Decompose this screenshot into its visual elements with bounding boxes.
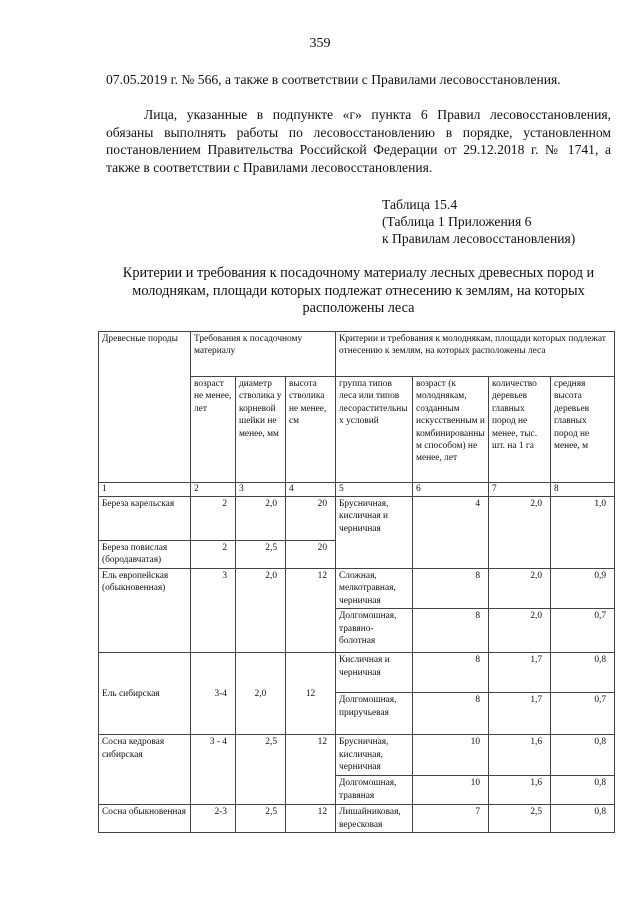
count-cell: 1,7 [489, 693, 551, 735]
young-age-cell: 10 [413, 735, 489, 776]
diameter-cell: 2,5 [236, 805, 286, 833]
young-age-cell: 8 [413, 693, 489, 735]
header-tree-count: количество деревьев главных пород не менее, тыс. шт. на 1 га [489, 377, 551, 483]
species-cell: Сосна обыкновенная [99, 805, 191, 833]
avg-height-cell: 0,8 [551, 805, 615, 833]
diameter-cell: 2,0 [236, 569, 286, 653]
index-row [99, 483, 615, 497]
avg-height-cell: 0,7 [551, 609, 615, 653]
paragraph-1: 07.05.2019 г. № 566, а также в соответствии с Правилами лесовосстановления. [106, 72, 561, 87]
index-cell: 6 [413, 483, 489, 497]
avg-height-cell: 1,0 [551, 497, 615, 569]
index-cell: 8 [551, 483, 615, 497]
age-cell: 3 [191, 569, 236, 653]
count-cell: 2,5 [489, 805, 551, 833]
count-cell: 2,0 [489, 569, 551, 609]
young-age-cell: 8 [413, 653, 489, 693]
height-cell: 12 [286, 805, 336, 833]
header-age: возраст не менее, лет [191, 377, 236, 483]
young-age-cell: 8 [413, 569, 489, 609]
table-row [99, 735, 615, 776]
forest-type-cell: Лишайниковая, вересковая [336, 805, 413, 833]
height-cell: 20 [286, 541, 336, 569]
diameter-cell: 2,5 [236, 735, 286, 805]
forest-type-cell: Кисличная и черничная [336, 653, 413, 693]
caption-line-1: Таблица 15.4 [382, 197, 458, 212]
count-cell: 2,0 [489, 497, 551, 569]
header-species: Древесные породы [99, 332, 191, 483]
age-cell: 2 [191, 497, 236, 541]
height-cell: 12 [286, 569, 336, 653]
index-cell: 3 [236, 483, 286, 497]
header-height: высота стволика не менее, см [286, 377, 336, 483]
young-age-cell: 10 [413, 776, 489, 805]
avg-height-cell: 0,8 [551, 735, 615, 776]
caption-line-3: к Правилам лесовосстановления) [382, 231, 576, 246]
species-cell: Береза повислая (бородавчатая) [99, 541, 191, 569]
header-young-age: возраст (к молоднякам, созданным искусственным и комбинированным способом) не менее, лет [413, 377, 489, 483]
index-cell: 1 [99, 483, 191, 497]
table-row [99, 497, 615, 541]
index-cell: 2 [191, 483, 236, 497]
count-cell: 1,7 [489, 653, 551, 693]
age-cell: 2-3 [191, 805, 236, 833]
count-cell: 1,6 [489, 776, 551, 805]
header-forest-type: группа типов леса или типов лесорастительных условий [336, 377, 413, 483]
table-row [99, 653, 615, 693]
criteria-table [98, 331, 615, 833]
height-cell: 12 [286, 653, 336, 735]
forest-type-cell: Сложная, мелкотравная, черничная [336, 569, 413, 609]
header-avg-height: средняя высота деревьев главных пород не менее, м [551, 377, 615, 483]
avg-height-cell: 0,7 [551, 693, 615, 735]
species-cell: Ель европейская (обыкновенная) [99, 569, 191, 653]
height-cell: 20 [286, 497, 336, 541]
table-row [99, 569, 615, 609]
page-number: 359 [309, 36, 331, 51]
table-row [99, 805, 615, 833]
caption-line-2: (Таблица 1 Приложения 6 [382, 214, 532, 229]
young-age-cell: 4 [413, 497, 489, 569]
header-young-stand-criteria: Критерии и требования к молоднякам, площади которых подлежат отнесению к землям, на которых расположены леса [336, 332, 615, 377]
table-caption [382, 196, 575, 247]
forest-type-cell: Долгомошная, травяно-болотная [336, 609, 413, 653]
paragraph-2: Лица, указанные в подпункте «г» пункта 6 Правил лесовосстановления, обязаны выполнять работы по лесовосстановлению в порядке, установленном постановлением Правительства Российской Федерации от 29.12.2018 г. № 1741, а также в соответствии с Правилами лесовосстановления. [106, 107, 611, 175]
diameter-cell: 2,0 [236, 653, 286, 735]
avg-height-cell: 0,9 [551, 569, 615, 609]
avg-height-cell: 0,8 [551, 776, 615, 805]
forest-type-cell: Брусничная, кисличная, черничная [336, 735, 413, 776]
diameter-cell: 2,5 [236, 541, 286, 569]
count-cell: 2,0 [489, 609, 551, 653]
avg-height-cell: 0,8 [551, 653, 615, 693]
young-age-cell: 7 [413, 805, 489, 833]
forest-type-cell: Долгомошная, травяная [336, 776, 413, 805]
age-cell: 3-4 [191, 653, 236, 735]
forest-type-cell: Брусничная, кисличная и черничная [336, 497, 413, 569]
index-cell: 4 [286, 483, 336, 497]
index-cell: 5 [336, 483, 413, 497]
index-cell: 7 [489, 483, 551, 497]
header-row-1 [99, 332, 615, 377]
forest-type-cell: Долгомошная, приручьевая [336, 693, 413, 735]
species-cell: Ель сибирская [99, 653, 191, 735]
table-title: Критерии и требования к посадочному материалу лесных древесных пород и молоднякам, площади которых подлежат отнесению к землям, на которых расположены леса [122, 265, 595, 316]
header-diameter: диаметр стволика у корневой шейки не менее, мм [236, 377, 286, 483]
species-cell: Сосна кедровая сибирская [99, 735, 191, 805]
count-cell: 1,6 [489, 735, 551, 776]
header-planting-requirements: Требования к посадочному материалу [191, 332, 336, 377]
age-cell: 2 [191, 541, 236, 569]
height-cell: 12 [286, 735, 336, 805]
species-cell: Береза карельская [99, 497, 191, 541]
young-age-cell: 8 [413, 609, 489, 653]
age-cell: 3 - 4 [191, 735, 236, 805]
diameter-cell: 2,0 [236, 497, 286, 541]
